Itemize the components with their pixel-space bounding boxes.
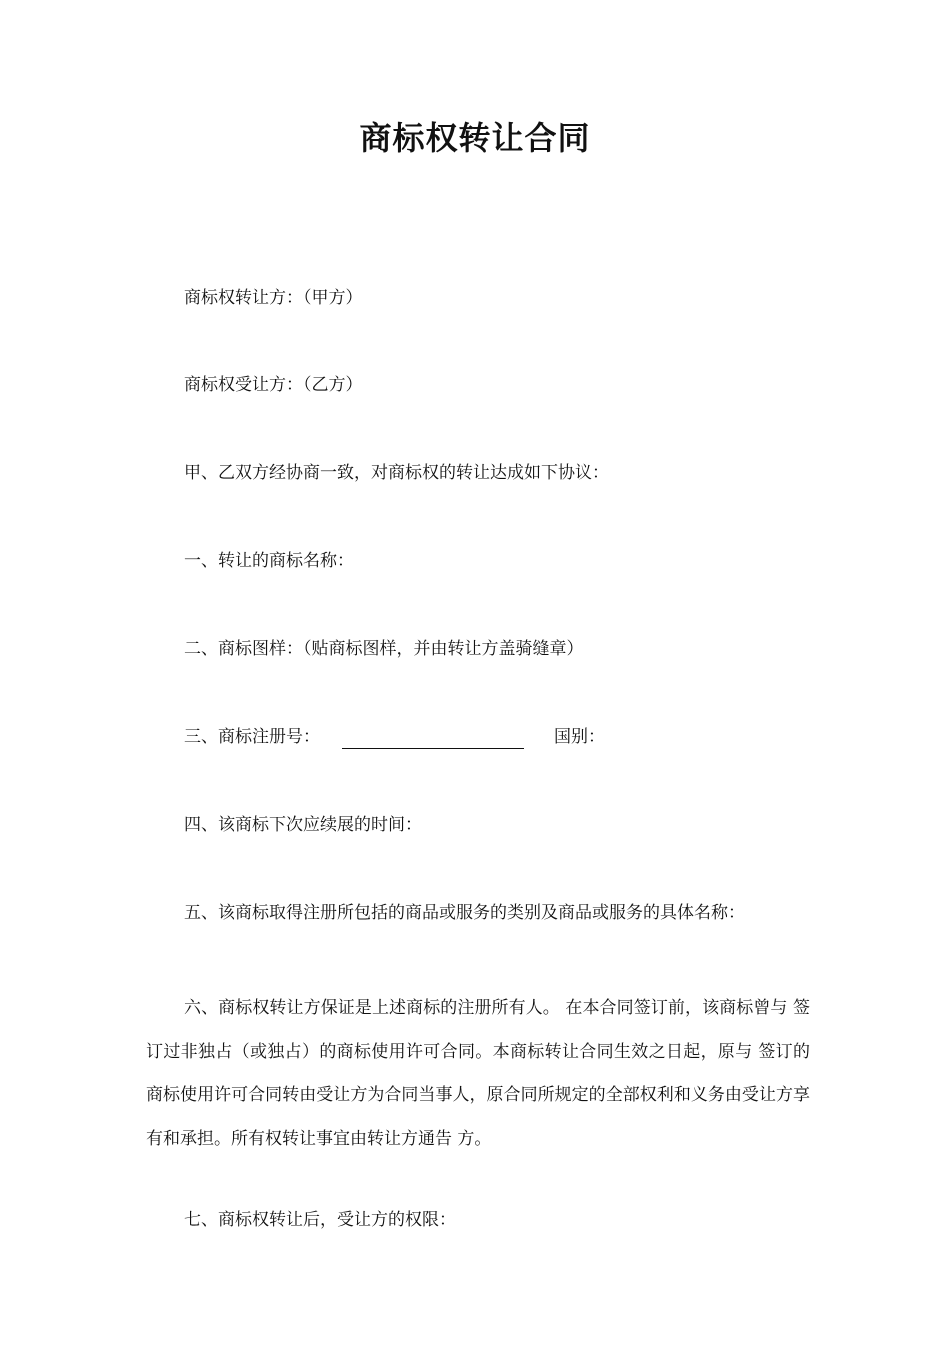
clause-3-registration-number <box>184 725 605 749</box>
clause-2-trademark-sample: 二、商标图样：（贴商标图样，并由转让方盖骑缝章） <box>184 639 584 659</box>
transferor-line: 商标权转让方：（甲方） <box>184 288 363 308</box>
registration-number-label: 三、商标注册号： <box>184 727 320 747</box>
clause-7-transferee-rights: 七、商标权转让后，受让方的权限： <box>184 1210 456 1230</box>
registration-number-blank <box>342 728 524 749</box>
clause-4-renewal-time: 四、该商标下次应续展的时间： <box>184 815 422 835</box>
document-title: 商标权转让合同 <box>359 119 591 157</box>
clause-5-goods-services: 五、该商标取得注册所包括的商品或服务的类别及商品或服务的具体名称： <box>184 903 745 923</box>
country-label: 国别： <box>554 727 605 747</box>
clause-1-trademark-name: 一、转让的商标名称： <box>184 551 354 571</box>
clause-6-ownership-guarantee: 六、商标权转让方保证是上述商标的注册所有人。 在本合同签订前，该商标曾与 签订过非独占（或独占）的商标使用许可合同。本商标转让合同生效之日起，原与 签订的商标使用许可合同转由受让方为合同当事人，原合同所规定的全部权利和义务由受让方享有和承担。所有权转让事宜由转让方通告 方。 <box>146 998 810 1149</box>
transferee-line: 商标权受让方：（乙方） <box>184 375 363 395</box>
agreement-line: 甲、乙双方经协商一致，对商标权的转让达成如下协议： <box>184 463 609 483</box>
